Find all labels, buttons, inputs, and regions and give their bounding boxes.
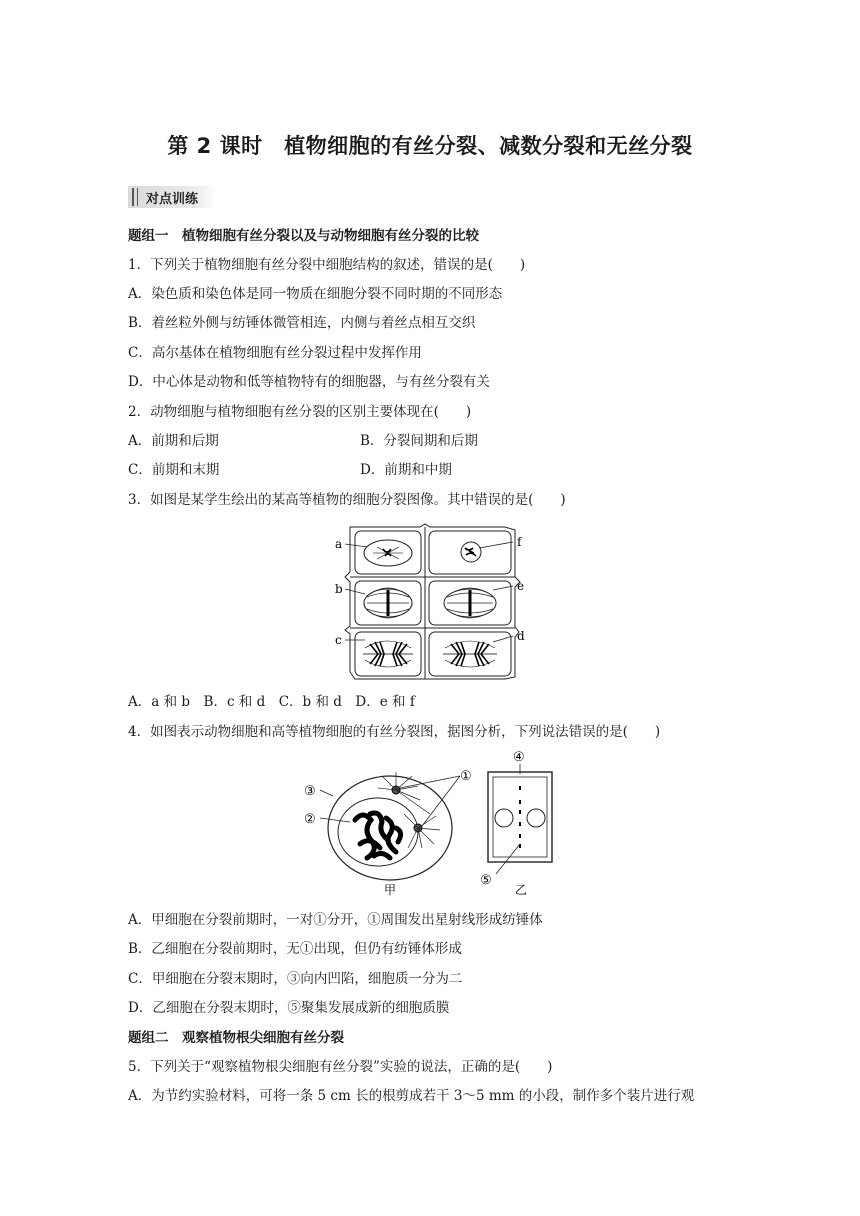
q4-option-b: B．乙细胞在分裂前期时，无①出现，但仍有纺锤体形成 bbox=[128, 941, 462, 957]
q1-stem: 1．下列关于植物细胞有丝分裂中细胞结构的叙述，错误的是( ) bbox=[128, 257, 526, 273]
q3-options: A．a 和 b B．c 和 d C．b 和 d D．e 和 f bbox=[128, 694, 415, 710]
q4-caption-yi: 乙 bbox=[515, 883, 528, 897]
q4-option-c: C．甲细胞在分裂末期时，③向内凹陷，细胞质一分为二 bbox=[128, 971, 463, 987]
q3-label-e: e bbox=[517, 579, 525, 593]
q3-cell-c bbox=[363, 641, 413, 667]
q3-cell-f bbox=[461, 542, 481, 562]
q4-label-1: ① bbox=[460, 769, 472, 784]
q3-cell-e bbox=[444, 588, 496, 618]
q4-caption-jia: 甲 bbox=[384, 883, 397, 897]
q4-option-d: D．乙细胞在分裂末期时，⑤聚集发展成新的细胞质膜 bbox=[128, 1000, 450, 1016]
group2-heading: 题组二 观察植物根尖细胞有丝分裂 bbox=[128, 1030, 344, 1046]
q2-option-b: B．分裂间期和后期 bbox=[360, 433, 478, 449]
q2-options-row2 bbox=[128, 460, 628, 480]
q3-cell-a bbox=[364, 540, 412, 566]
q3-label-d: d bbox=[517, 629, 525, 643]
q1-option-d: D．中心体是动物和低等植物特有的细胞器，与有丝分裂有关 bbox=[128, 374, 490, 390]
q3-label-a: a bbox=[335, 537, 343, 551]
q2-option-a: A．前期和后期 bbox=[128, 433, 219, 449]
q4-plant-cell bbox=[488, 772, 552, 862]
q4-figure bbox=[300, 748, 565, 898]
q2-stem: 2．动物细胞与植物细胞有丝分裂的区别主要体现在( ) bbox=[128, 404, 472, 420]
q2-option-c: C．前期和末期 bbox=[128, 462, 220, 478]
q2-option-d: D．前期和中期 bbox=[360, 462, 452, 478]
q3-tissue-outline bbox=[345, 524, 520, 679]
q1-option-a: A．染色质和染色体是同一物质在细胞分裂不同时期的不同形态 bbox=[128, 286, 503, 302]
q4-option-a: A．甲细胞在分裂前期时，一对①分开，①周围发出星射线形成纺锤体 bbox=[128, 912, 543, 928]
q1-option-c: C．高尔基体在植物细胞有丝分裂过程中发挥作用 bbox=[128, 345, 422, 361]
q4-label-4: ④ bbox=[513, 750, 525, 765]
q5-option-a: A．为节约实验材料，可将一条 5 cm 长的根剪成若干 3～5 mm 的小段，制作多个装片进行观 bbox=[128, 1088, 695, 1104]
q1-option-b: B．着丝粒外侧与纺锤体微管相连，内侧与着丝点相互交织 bbox=[128, 315, 476, 331]
page-title: 第 2 课时 植物细胞的有丝分裂、减数分裂和无丝分裂 bbox=[167, 134, 693, 158]
section-tag bbox=[128, 186, 216, 208]
q5-stem: 5．下列关于“观察植物根尖细胞有丝分裂”实验的说法，正确的是( ) bbox=[128, 1059, 553, 1075]
q3-cell-b bbox=[364, 588, 412, 618]
q3-label-c: c bbox=[335, 633, 342, 647]
q2-options-row1 bbox=[128, 431, 628, 451]
q3-cell-d bbox=[443, 641, 497, 667]
q4-stem: 4．如图表示动物细胞和高等植物细胞的有丝分裂图，据图分析，下列说法错误的是( ) bbox=[128, 724, 661, 740]
q3-stem: 3．如图是某学生绘出的某高等植物的细胞分裂图像。其中错误的是( ) bbox=[128, 492, 566, 508]
section-tag-label: 对点训练 bbox=[146, 192, 199, 207]
q4-label-3: ③ bbox=[304, 784, 316, 799]
q3-figure bbox=[325, 522, 535, 684]
q4-animal-cell bbox=[328, 772, 452, 880]
q3-label-b: b bbox=[335, 582, 343, 596]
group1-heading: 题组一 植物细胞有丝分裂以及与动物细胞有丝分裂的比较 bbox=[128, 228, 479, 244]
q4-label-2: ② bbox=[304, 812, 316, 827]
q4-label-5: ⑤ bbox=[480, 873, 492, 888]
q3-label-f: f bbox=[517, 535, 522, 549]
